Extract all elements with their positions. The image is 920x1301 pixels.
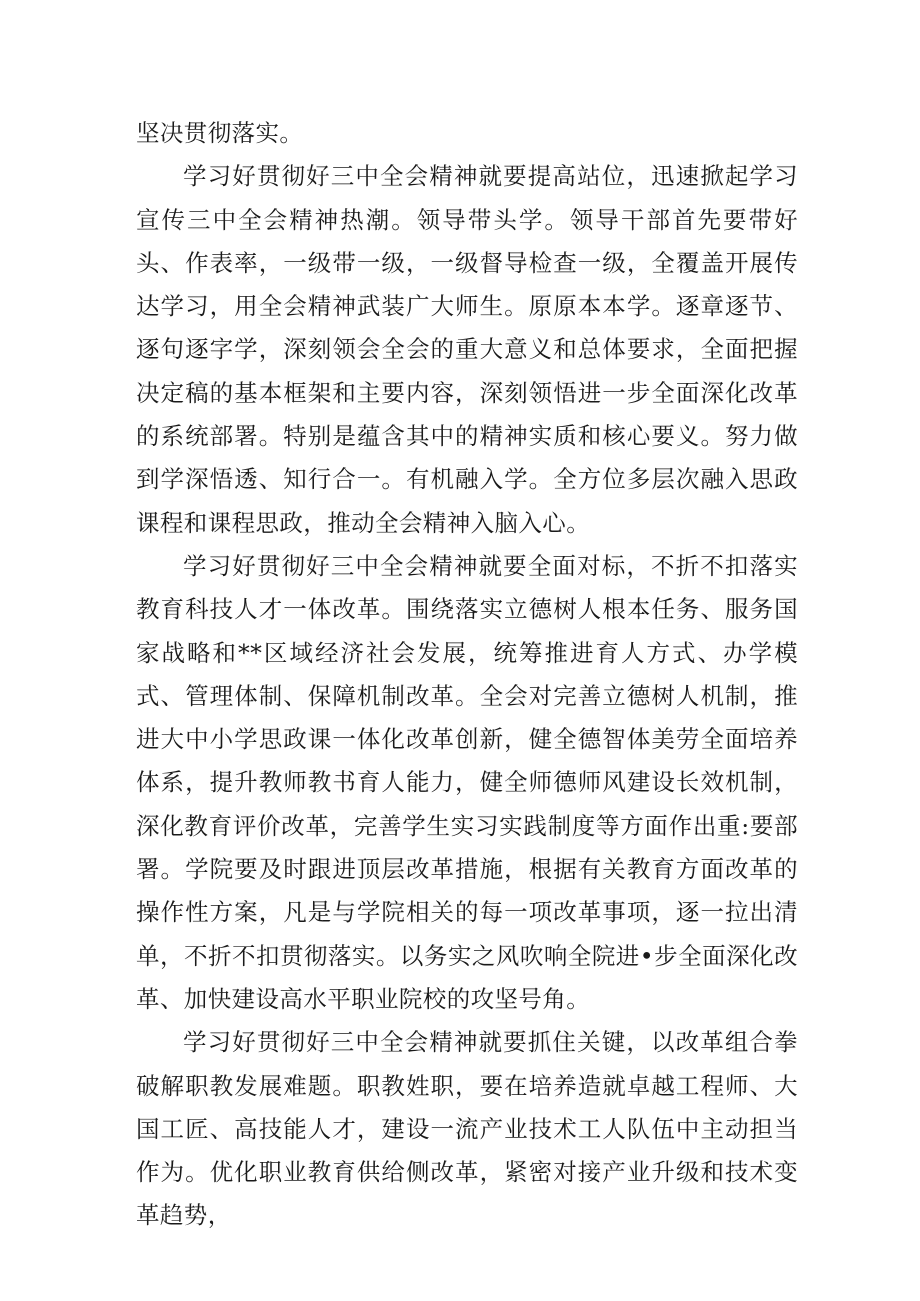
paragraph-study-raise-position: 学习好贯彻好三中全会精神就要提高站位，迅速掀起学习宣传三中全会精神热潮。领导带头学。领导干部首先要带好头、作表率，一级带一级，一级督导检查一级，全覆盖开展传达学习，用全会精神武装广大师生。原原本本学。逐章逐节、逐句逐字学，深刻领会全会的重大意义和总体要求，全面把握决定稿的基本框架和主要内容，深刻领悟进一步全面深化改革的系统部署。特别是蕴含其中的精神实质和核心要义。努力做到学深悟透、知行合一。有机融入学。全方位多层次融入思政课程和课程思政，推动全会精神入脑入心。 [136,162,798,537]
paragraph-full-benchmarking: 学习好贯彻好三中全会精神就要全面对标，不折不扣落实教育科技人才一体改革。围绕落实立德树人根本任务、服务国家战略和**区域经济社会发展，统筹推进育人方式、办学模式、管理体制、保障机制改革。全会对完善立德树人机制，推进大中小学思政课一体化改革创新，健全德智体美劳全面培养体系，提升教师教书育人能力，健全师德师风建设长效机制，深化教育评价改革，完善学生实习实践制度等方面作出重:要部署。学院要及时跟进顶层改革措施，根据有关教育方面改革的操作性方案，凡是与学院相关的每一项改革事项，逐一拉出清单，不折不扣贯彻落实。以务实之风吹响全院进•步全面深化改革、加快建设高水平职业院校的攻坚号角。 [136,551,798,1013]
document-page [136,112,798,1238]
paragraph-grasp-key: 学习好贯彻好三中全会精神就要抓住关键，以改革组合拳破解职教发展难题。职教姓职，要在培养造就卓越工程师、大国工匠、高技能人才，建设一流产业技术工人队伍中主动担当作为。优化职业教育供给侧改革，紧密对接产业升级和技术变革趋势， [136,1028,798,1230]
paragraph-continuation: 坚决贯彻落实。 [136,119,304,147]
